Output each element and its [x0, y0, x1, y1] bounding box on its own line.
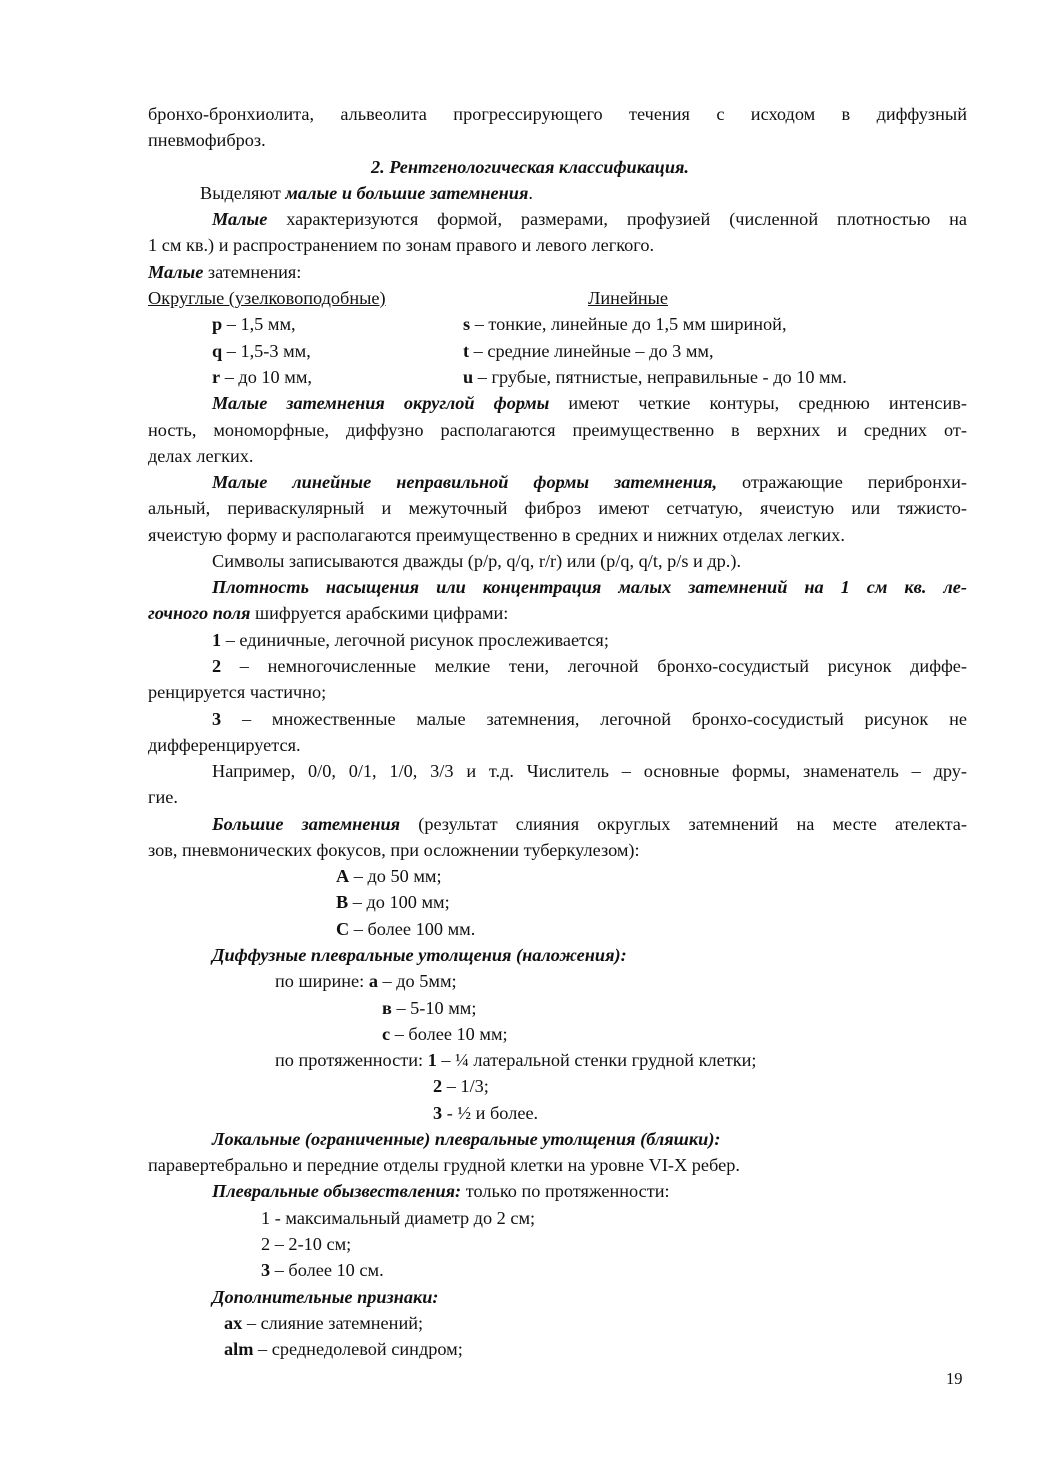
text-line: Например, 0/0, 0/1, 1/0, 3/3 и т.д. Числитель – основные формы, знаменатель – дру-: [212, 761, 967, 781]
section-heading: 2. Рентгенологическая классификация.: [371, 157, 690, 177]
text-line: альный, периваскулярный и межуточный фиброз имеют сетчатую, ячеистую или тяжисто-: [148, 498, 967, 518]
symbol-p: p – 1,5 мм,: [212, 314, 296, 334]
subheading: Локальные (ограниченные) плевральные утолщения (бляшки):: [212, 1129, 721, 1149]
text-line: по протяженности: 1 – ¼ латеральной стенки грудной клетки;: [275, 1050, 757, 1070]
text-line: бронхо-бронхиолита, альвеолита прогрессирующего течения с исходом в диффузный: [148, 104, 967, 124]
density-3: 3 – множественные малые затемнения, легочной бронхо-сосудистый рисунок не: [212, 709, 967, 729]
text-line: делах легких.: [148, 446, 254, 466]
text-line: ность, мономорфные, диффузно располагаются преимущественно в верхних и средних от-: [148, 420, 967, 440]
symbol-u: u – грубые, пятнистые, неправильные - до 10 мм.: [463, 367, 847, 387]
density-2: 2 – немногочисленные мелкие тени, легочной бронхо-сосудистый рисунок диффе-: [212, 656, 967, 676]
column-header-linear: Линейные: [588, 288, 669, 308]
page-number: 19: [946, 1369, 963, 1388]
text-line: дифференцируется.: [148, 735, 301, 755]
large-opacity-b: B – до 100 мм;: [336, 892, 450, 912]
text-line: 2 – 2-10 см;: [261, 1234, 352, 1254]
text-line: 1 см кв.) и распространением по зонам правого и левого легкого.: [148, 235, 655, 255]
subheading: Дополнительные признаки:: [212, 1287, 439, 1307]
text-line: паравертебрально и передние отделы грудной клетки на уровне VI-X ребер.: [148, 1155, 740, 1175]
symbol-s: s – тонкие, линейные до 1,5 мм шириной,: [463, 314, 787, 334]
large-opacity-c: C – более 100 мм.: [336, 919, 476, 939]
text-line: гочного поля шифруется арабскими цифрами:: [148, 603, 509, 623]
text-line: Большие затемнения (результат слияния округлых затемнений на месте ателекта-: [212, 814, 967, 834]
text-line: Плевральные обызвествления: только по протяженности:: [212, 1181, 670, 1201]
text-line: ax – слияние затемнений;: [224, 1313, 424, 1333]
text-line: в – 5-10 мм;: [382, 998, 477, 1018]
text-line: 2 – 1/3;: [433, 1076, 489, 1096]
symbol-r: r – до 10 мм,: [212, 367, 312, 387]
text-line: 3 - ½ и более.: [433, 1103, 539, 1123]
large-opacity-a: A – до 50 мм;: [336, 866, 442, 886]
text-line: Малые затемнения округлой формы имеют четкие контуры, среднюю интенсив-: [212, 393, 967, 413]
text-line: 1 - максимальный диаметр до 2 см;: [261, 1208, 536, 1228]
subheading: Диффузные плевральные утолщения (наложения):: [212, 945, 627, 965]
density-1: 1 – единичные, легочной рисунок прослеживается;: [212, 630, 609, 650]
text-line: Плотность насыщения или концентрация малых затемнений на 1 см кв. ле-: [212, 577, 967, 597]
text-line: Малые линейные неправильной формы затемнения, отражающие перибронхи-: [212, 472, 967, 492]
text-line: Выделяют малые и большие затемнения.: [200, 183, 533, 203]
text-line: ячеистую форму и располагаются преимущественно в средних и нижних отделах легких.: [148, 525, 845, 545]
column-header-round: Округлые (узелковоподобные): [148, 288, 386, 308]
text-line: Малые затемнения:: [148, 262, 302, 282]
text-line: пневмофиброз.: [148, 130, 266, 150]
text-line: Символы записываются дважды (p/p, q/q, r/r) или (p/q, q/t, p/s и др.).: [212, 551, 742, 571]
symbol-q: q – 1,5-3 мм,: [212, 341, 311, 361]
symbol-t: t – средние линейные – до 3 мм,: [463, 341, 714, 361]
text-line: гие.: [148, 787, 178, 807]
text-line: c – более 10 мм;: [382, 1024, 508, 1044]
text-line: по ширине: a – до 5мм;: [275, 971, 457, 991]
text-line: зов, пневмонических фокусов, при осложнении туберкулезом):: [148, 840, 640, 860]
text-line: Малые характеризуются формой, размерами, профузией (численной плотностью на: [212, 209, 967, 229]
text-line: 3 – более 10 см.: [261, 1260, 384, 1280]
text-line: alm – среднедолевой синдром;: [224, 1339, 463, 1359]
text-line: ренцируется частично;: [148, 682, 327, 702]
